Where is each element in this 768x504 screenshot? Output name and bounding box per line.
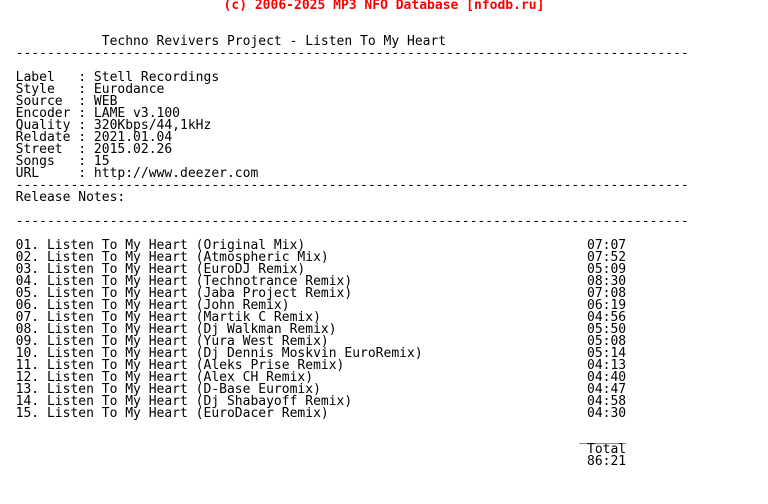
track-row: 04. Listen To My Heart (Technotrance Remix) 08:30	[0, 274, 627, 289]
track-row: 01. Listen To My Heart (Original Mix) 07:07	[0, 238, 627, 253]
track-row: 14. Listen To My Heart (Dj Shabayoff Remix) 04:58	[0, 394, 627, 409]
info-row-quality: Quality : 320Kbps/44,1kHz	[0, 118, 212, 133]
info-row-url: URL : http://www.deezer.com	[0, 166, 259, 181]
info-row-style: Style : Eurodance	[0, 82, 165, 97]
nfo-text	[0, 24, 689, 468]
track-row: 06. Listen To My Heart (John Remix) 06:19	[0, 298, 627, 313]
site-copyright-header: (c) 2006-2025 MP3 NFO Database [nfodb.ru]	[223, 0, 545, 13]
track-row: 13. Listen To My Heart (D-Base Euromix) 04:47	[0, 382, 627, 397]
info-row-street: Street : 2015.02.26	[0, 142, 173, 157]
track-row: 08. Listen To My Heart (Dj Walkman Remix) 05:50	[0, 322, 627, 337]
info-row-source: Source : WEB	[0, 94, 118, 109]
separator: --------------------------------------------------------------------------------------	[0, 46, 689, 61]
track-row: 10. Listen To My Heart (Dj Dennis Moskvin EuroRemix) 05:14	[0, 346, 627, 361]
info-row-label: Label : Stell Recordings	[0, 70, 220, 85]
track-row: 02. Listen To My Heart (Atmospheric Mix) 07:52	[0, 250, 627, 265]
info-row-encoder: Encoder : LAME v3.100	[0, 106, 181, 121]
total-rule: ______	[0, 430, 627, 445]
separator: --------------------------------------------------------------------------------------	[0, 178, 689, 193]
info-row-songs: Songs : 15	[0, 154, 110, 169]
track-row: 15. Listen To My Heart (EuroDacer Remix) 04:30	[0, 406, 627, 421]
track-row: 07. Listen To My Heart (Martik C Remix) 04:56	[0, 310, 627, 325]
track-row: 03. Listen To My Heart (EuroDJ Remix) 05:09	[0, 262, 627, 277]
info-row-reldate: Reldate : 2021.01.04	[0, 130, 173, 145]
track-row: 11. Listen To My Heart (Aleks Prise Remix) 04:13	[0, 358, 627, 373]
track-row: 09. Listen To My Heart (Yura West Remix) 05:08	[0, 334, 627, 349]
track-row: 05. Listen To My Heart (Jaba Project Remix) 07:08	[0, 286, 627, 301]
release-title: Techno Revivers Project - Listen To My Heart	[0, 34, 447, 49]
total-time: 86:21	[0, 454, 627, 469]
separator: --------------------------------------------------------------------------------------	[0, 214, 689, 229]
track-row: 12. Listen To My Heart (Alex CH Remix) 04:40	[0, 370, 627, 385]
release-notes-label: Release Notes:	[0, 190, 126, 205]
total-label: Total	[0, 442, 627, 457]
